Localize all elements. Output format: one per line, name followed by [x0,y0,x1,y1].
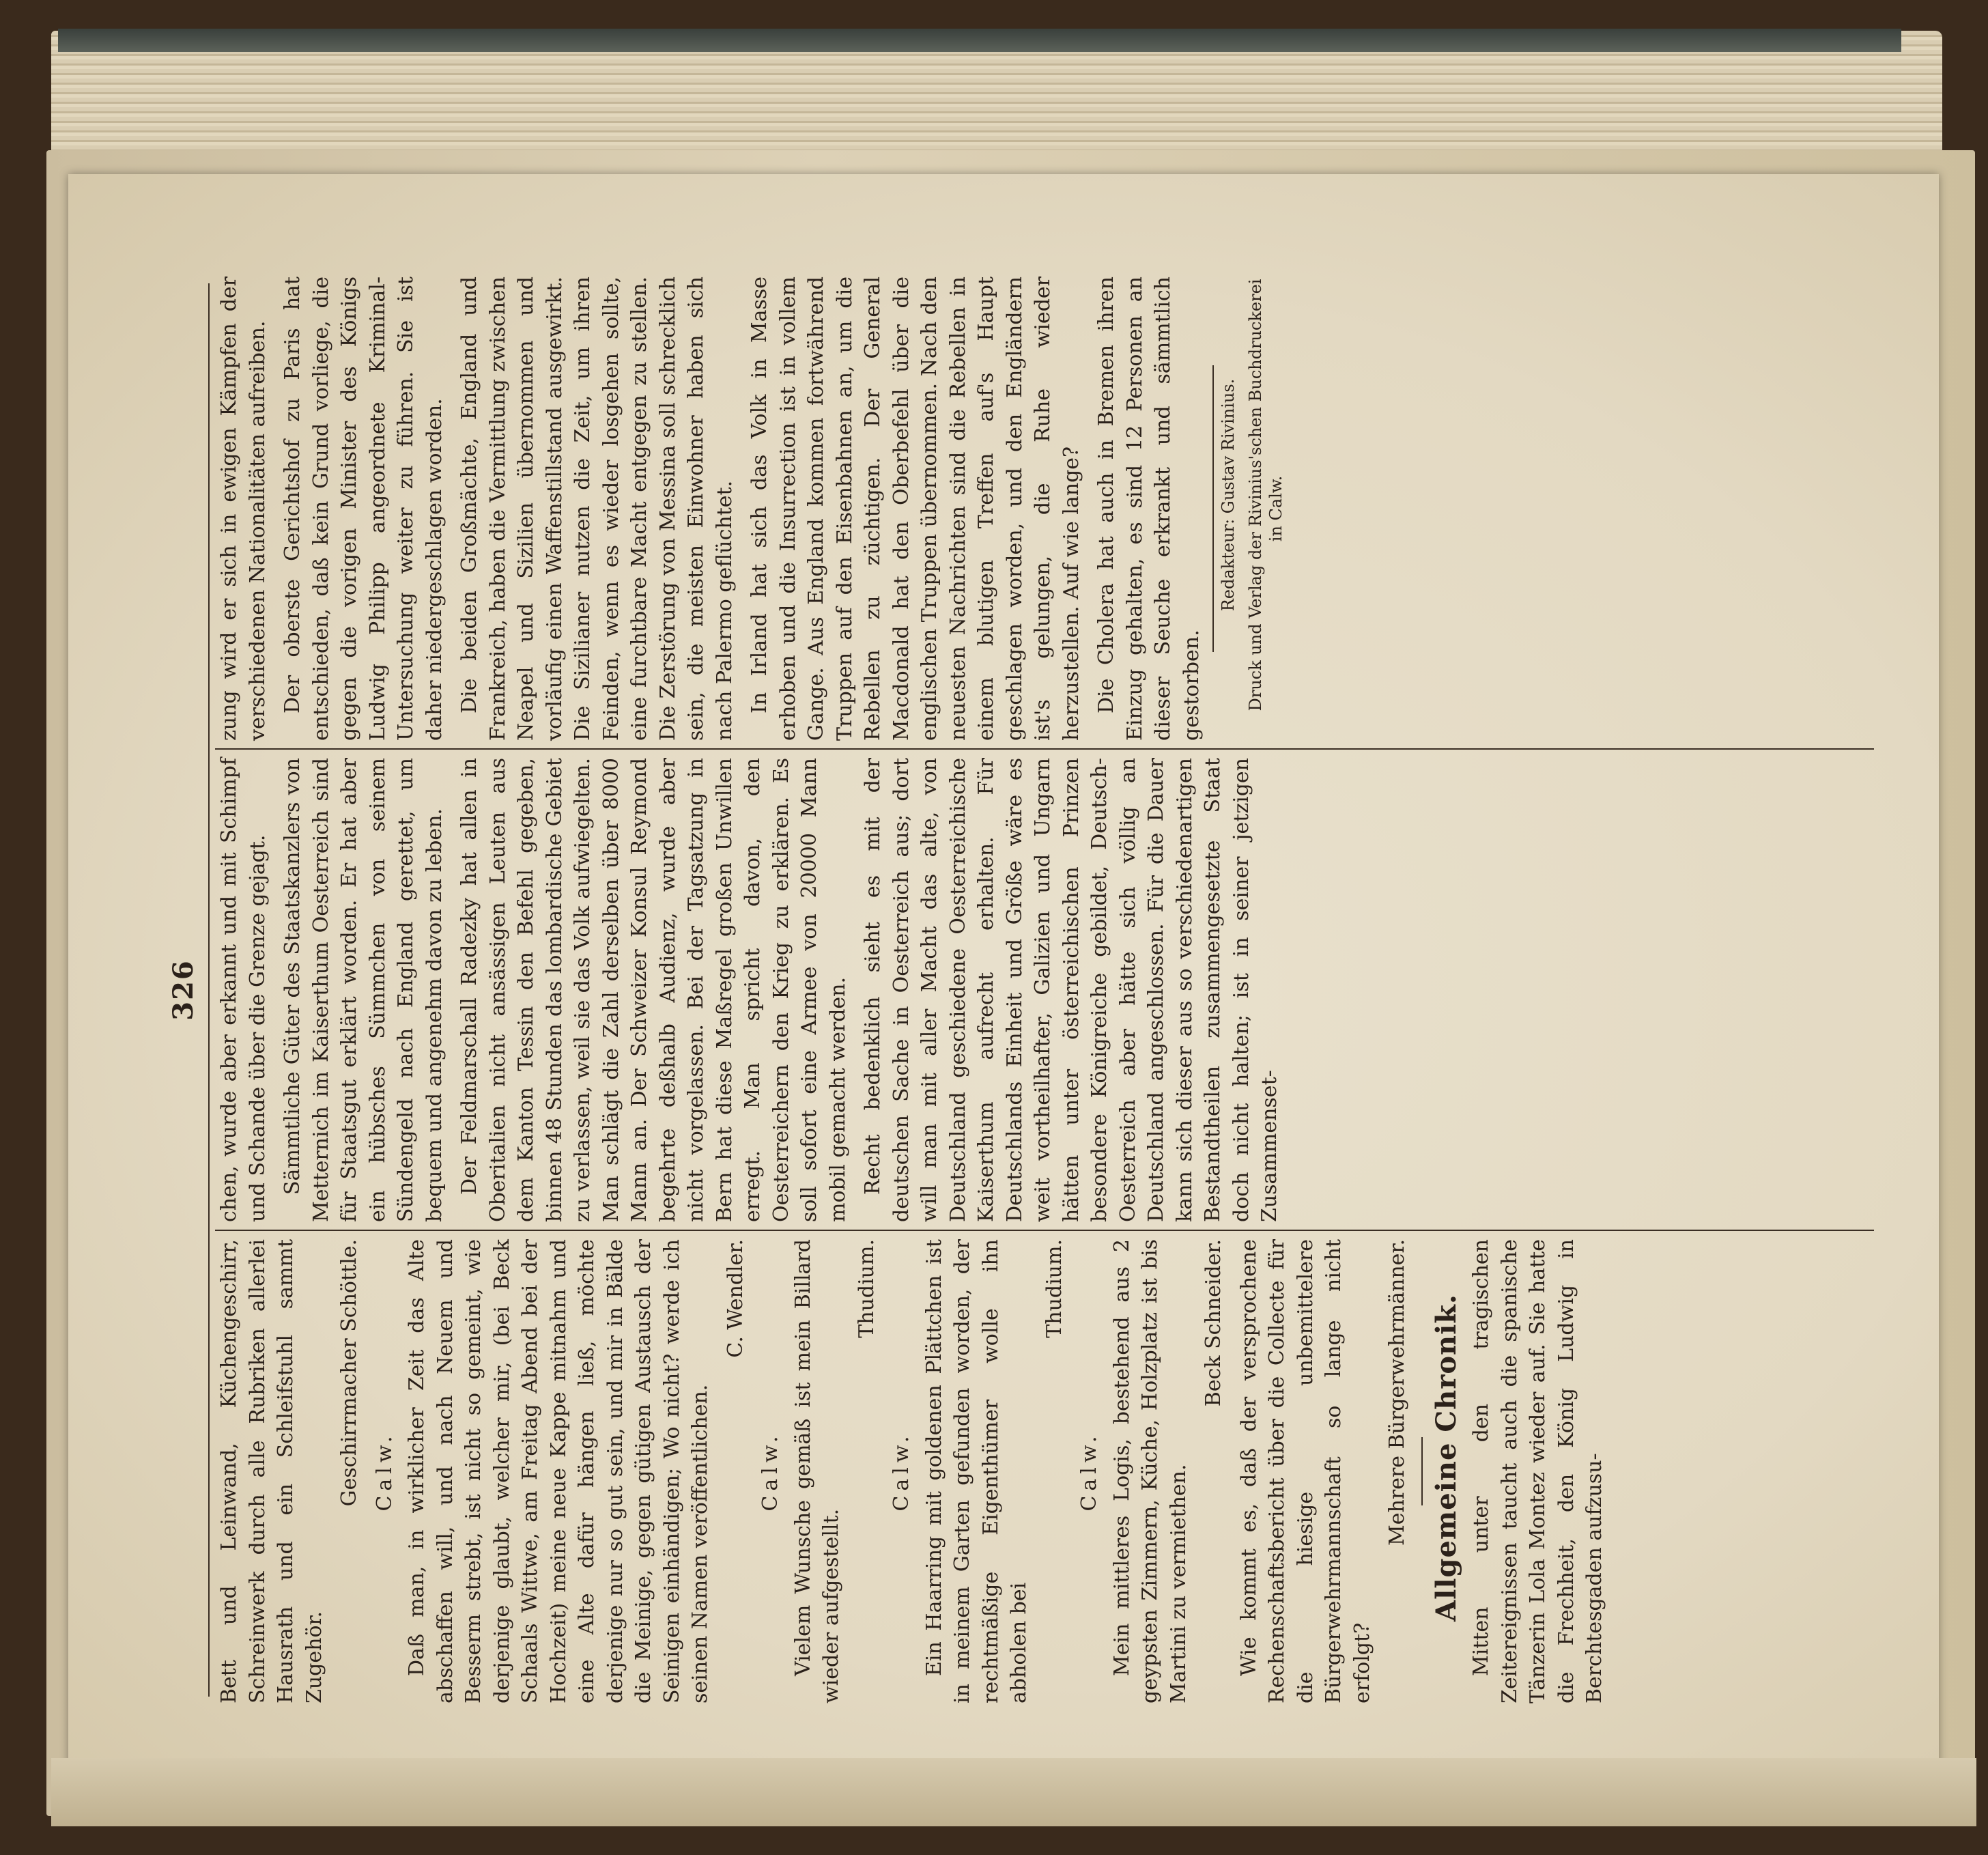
header-rule [208,283,210,1697]
imprint-editor: Redakteur: Gustav Rivinius. [1219,378,1238,612]
ad-text: Mein mittleres Logis, bestehend aus 2 geypsten Zimmern, Küche, Holzplatz ist bis Martini zu vermiethen. [1109,1239,1191,1703]
ad-signature: Mehrere Bürgerwehrmänner. [1385,1239,1409,1546]
article-paragraph: Recht bedenklich sieht es mit der deutschen Sache in Oesterreich aus; dort will man mit aller Macht das alte, von Deutschland geschiedene Oesterreichische Kaiserthum aufrecht erhalten. Für Deutschlands Einheit und Größe wäre es weit vortheilhafter, Galizien und Ungarn hätten unter österreichischen Prinzen besondere Königreiche gebildet, Deutsch-Oesterreich aber hätte sich völlig an Deutschland angeschlossen. Für die Dauer kann sich dieser aus so verschiedenartigen Bestandtheilen zusammengesetzte Staat doch nicht halten; ist in seiner jetzigen Zusammenset- [861,758,1281,1222]
section-divider [1421,1437,1423,1505]
column-3 [215,277,1888,741]
column-rule [215,748,1874,750]
article-paragraph: Sämmtliche Güter des Staatskanzlers von Metternich im Kaiserthum Oesterreich sind für Staatsgut erklärt worden. Er hat aber ein hübsches Sümmchen von seinem Sündengeld nach England gerettet, um bequem und angenehm davon zu leben. [281,758,446,1222]
ad-signature: Thudium. [1042,1239,1066,1338]
ad-signature: Thudium. [854,1239,879,1338]
ad-signature: C. Wendler. [723,1239,748,1358]
ad-text: Wie kommt es, daß der versprochene Rechenschaftsbericht über die Collecte für die hiesige unbemittelere Bürgerwehrmannschaft so lange nicht erfolgt? [1236,1239,1374,1703]
ad-signature: Beck Schneider. [1202,1239,1225,1407]
ad-place: Calw. [372,1431,397,1512]
ad-text: Daß man, in wirklicher Zeit das Alte abschaffen will, und nach Neuem und Besserm strebt, ist nicht so gemeint, wie derjenige glaubt, welcher mir, (bei Beck Schaals Wittwe, am Freitag Abend bei der Hochzeit) meine neue Kappe mitnahm und eine Alte dafür hängen ließ, möchte derjenige nur so gut sein, und mir in Bälde die Meinige, gegen gütigen Austausch der Seinigen einhändigen; Wo nicht? werde ich seinen Namen veröffentlichen. [405,1239,712,1703]
article-paragraph: chen, wurde aber erkannt und mit Schimpf und Schande über die Grenze gejagt. [217,758,270,1222]
article-paragraph: In Irland hat sich das Volk in Masse erhoben und die Insurrection ist in vollem Gange. Aus England kommen fortwährend Truppen auf den Eisenbahnen an, um die Rebellen zu züchtigen. Der General Macdonald hat den Oberbefehl über die englischen Truppen übernommen. Nach den neuesten Nachrichten sind die Rebellen in einem blutigen Treffen auf's Haupt geschlagen worden, und den Engländern ist's gelungen, die Ruhe wieder herzustellen. Auf wie lange? [748,277,1083,741]
imprint-rule [1212,365,1214,652]
ad-place: Calw. [890,1431,913,1512]
book-cover-edge [58,29,1901,52]
page-content-rotated [140,256,1915,1724]
article-paragraph: Die Cholera hat auch in Bremen ihren Einzug gehalten, es sind 12 Personen an dieser Seuche erkrankt und sämmtlich gestorben. [1094,277,1204,741]
article-paragraph: zung wird er sich in ewigen Kämpfen der verschiedenen Nationalitäten aufreiben. [217,277,270,741]
column-2 [215,758,1888,1222]
chronicle-title: Allgemeine Chronik. [1430,1294,1462,1622]
article-paragraph: Mitten unter den tragischen Zeitereignissen taucht auch die spanische Tänzerin Lola Montez wieder auf. Sie hatte die Frechheit, den König Ludwig in Berchtesgaden aufzusu- [1469,1239,1606,1703]
column-1 [215,1239,1888,1703]
ad-text: Bett und Leinwand, Küchengeschirr, Schreinwerk durch alle Rubriken allerlei Hausrath und ein Schleifstuhl sammt Zugehör. [217,1239,326,1703]
ad-place: Calw. [1077,1431,1101,1512]
ad-text: Ein Haarring mit goldenen Plättchen ist in meinem Garten gefunden worden, der rechtmäßige Eigenthümer wolle ihn abholen bei [922,1239,1031,1703]
article-paragraph: Der oberste Gerichtshof zu Paris hat entschieden, daß kein Grund vorliege, die gegen die vorigen Minister des Königs Ludwig Philipp angeordnete Kriminal-Untersuchung weiter zu führen. Sie ist daher niedergeschlagen worden. [281,277,446,741]
column-rule [215,1230,1874,1231]
ad-place: Calw. [758,1431,782,1512]
page-number: 326 [167,959,199,1021]
article-paragraph: Der Feldmarschall Radezky hat allen in Oberitalien nicht ansässigen Leuten aus dem Kanton Tessin den Befehl gegeben, binnen 48 Stunden das lombardische Gebiet zu verlassen, weil sie das Volk aufwiegelten. Man schlägt die Zahl derselben über 8000 Mann an. Der Schweizer Konsul Reymond begehrte deßhalb Audienz, wurde aber nicht vorgelassen. Bei der Tagsatzung in Bern hat diese Maßregel großen Unwillen erregt. Man spricht davon, den Oesterreichern den Krieg zu erklären. Es soll sofort eine Armee von 20000 Mann mobil gemacht werden. [457,758,850,1222]
lower-page-edge [51,1758,1976,1826]
ad-text: Vielem Wunsche gemäß ist mein Billard wieder aufgestellt. [791,1239,843,1703]
imprint-publisher: Druck und Verlag der Rivinius'schen Buchdruckerei in Calw. [1246,279,1286,711]
ad-signature: Geschirrmacher Schöttle. [337,1239,361,1507]
article-paragraph: Die beiden Großmächte, England und Frankreich, haben die Vermittlung zwischen Neapel und Sizilien übernommen und vorläufig einen Waffenstillstand ausgewirkt. Die Sizilianer nutzen die Zeit, um ihren Feinden, wenn es wieder losgehen sollte, eine furchtbare Macht entgegen zu stellen. Die Zerstörung von Messina soll schrecklich sein, die meisten Einwohner haben sich nach Palermo geflüchtet. [457,277,737,741]
